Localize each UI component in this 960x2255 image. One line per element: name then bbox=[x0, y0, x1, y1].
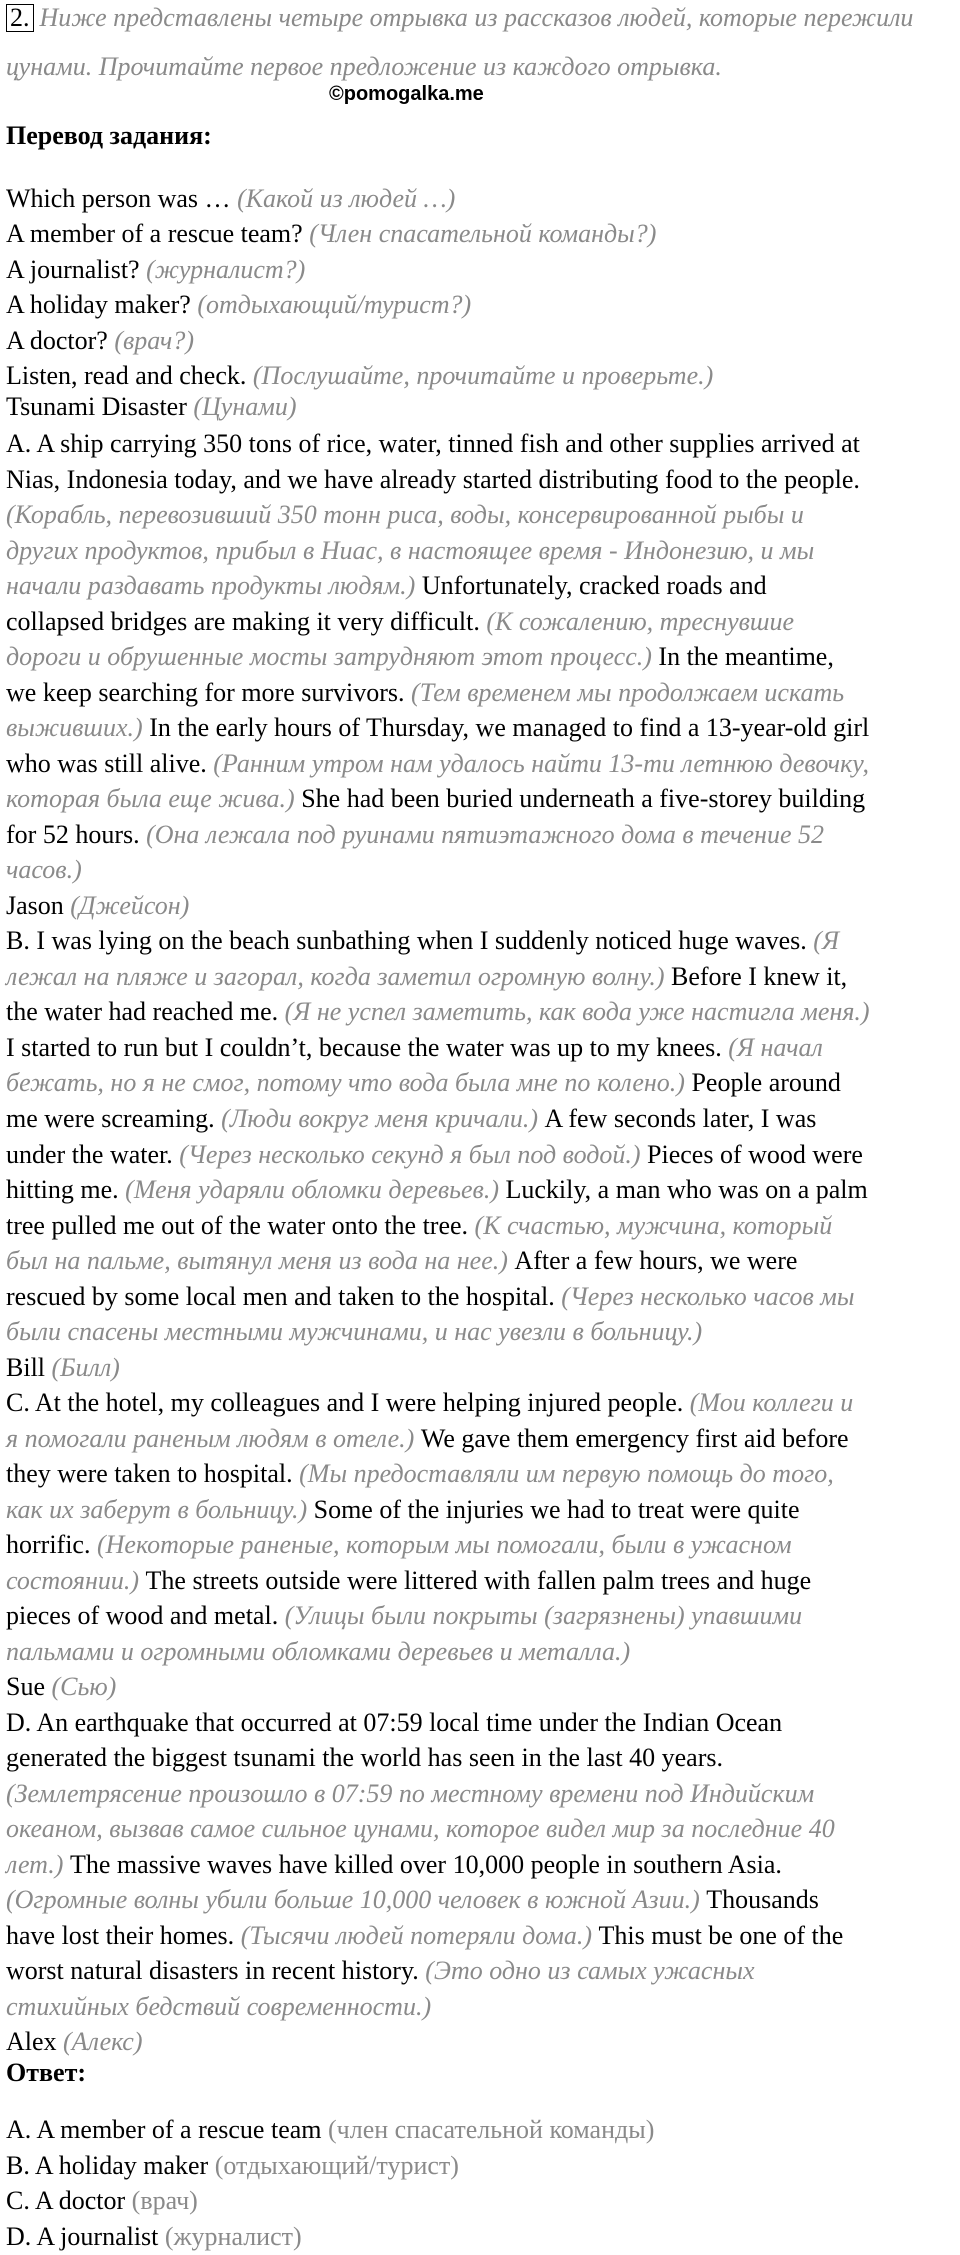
text-line bbox=[6, 1953, 755, 1989]
task-english: Which person was … bbox=[6, 183, 238, 213]
task-line bbox=[6, 181, 455, 217]
text-line bbox=[6, 497, 804, 533]
russian-translation: я помогали раненым людям в отеле.) bbox=[6, 1423, 421, 1453]
text-line bbox=[6, 923, 839, 959]
english-text: Alex bbox=[6, 2027, 64, 2057]
text-line bbox=[6, 959, 847, 995]
russian-translation: (Это одно из самых ужасных bbox=[425, 1956, 755, 1986]
text-line bbox=[6, 1030, 823, 1066]
english-text: for 52 hours. bbox=[6, 819, 147, 849]
text-line bbox=[6, 817, 824, 853]
text-line bbox=[6, 1385, 853, 1421]
text-line bbox=[6, 426, 860, 462]
russian-translation: начали раздавать продукты людям.) bbox=[6, 571, 422, 601]
russian-translation: (Люди вокруг меня кричали.) bbox=[221, 1103, 545, 1133]
translation-heading: Перевод задания: bbox=[6, 120, 212, 150]
answer-english: C. A doctor bbox=[6, 2186, 132, 2216]
answer-english: A. A member of a rescue team bbox=[6, 2115, 328, 2145]
english-text: collapsed bridges are making it very difficult. bbox=[6, 606, 487, 636]
english-text: have lost their homes. bbox=[6, 1920, 241, 1950]
russian-translation: которая была еще жива.) bbox=[6, 784, 302, 814]
text-line bbox=[6, 1598, 802, 1634]
russian-translation: (Мы предоставляли им первую помощь до того, bbox=[299, 1459, 834, 1489]
russian-translation: (Я bbox=[813, 926, 840, 956]
english-text: under the water. bbox=[6, 1139, 180, 1169]
russian-translation: океаном, вызвав самое сильное цунами, которое видел мир за последние 40 bbox=[6, 1814, 835, 1844]
russian-translation: стихийных бедствий современности.) bbox=[6, 1991, 432, 2021]
russian-translation: (Тем временем мы продолжаем искать bbox=[411, 677, 845, 707]
english-text: The massive waves have killed over 10,000 people in southern Asia. bbox=[69, 1849, 782, 1879]
article-title bbox=[6, 389, 297, 425]
russian-translation: выживших.) bbox=[6, 713, 150, 743]
text-line bbox=[6, 1989, 431, 2025]
english-text: tree pulled me out of the water onto the tree. bbox=[6, 1210, 475, 1240]
answer-heading: Ответ: bbox=[6, 2057, 87, 2087]
english-text: Luckily, a man who was on a palm bbox=[505, 1175, 868, 1205]
english-text: who was still alive. bbox=[6, 748, 214, 778]
text-line bbox=[6, 888, 189, 924]
text-line bbox=[6, 1456, 834, 1492]
english-text: People around bbox=[691, 1068, 841, 1098]
text-line bbox=[6, 746, 869, 782]
text-line bbox=[6, 675, 844, 711]
text-line bbox=[6, 1669, 116, 1705]
russian-translation: лежал на пляже и загорал, когда заметил огромную волну.) bbox=[6, 961, 672, 991]
text-line bbox=[6, 639, 834, 675]
russian-translation: (Я не успел заметить, как вода уже настигла меня.) bbox=[284, 997, 870, 1027]
russian-translation: (Улицы были покрыты (загрязнены) упавшими bbox=[284, 1601, 803, 1631]
text-line bbox=[6, 1492, 800, 1528]
english-text: rescued by some local men and taken to the hospital. bbox=[6, 1281, 562, 1311]
task-english: A member of a rescue team? bbox=[6, 219, 310, 249]
text-line bbox=[6, 1172, 868, 1208]
russian-translation: (Ранним утром нам удалось найти 13-ти летнюю девочку, bbox=[213, 748, 869, 778]
russian-translation: бежать, но я не смог, потому что вода была мне по колено.) bbox=[6, 1068, 692, 1098]
task-english: A doctor? bbox=[6, 325, 115, 355]
text-line bbox=[6, 1776, 814, 1812]
task-russian: (Послушайте, прочитайте и проверьте.) bbox=[252, 361, 714, 391]
english-text: Pieces of wood were bbox=[647, 1139, 863, 1169]
english-text: C. At the hotel, my colleagues and I were helping injured people. bbox=[6, 1388, 690, 1418]
russian-translation: (К счастью, мужчина, который bbox=[474, 1210, 833, 1240]
text-line bbox=[6, 710, 869, 746]
answer-line bbox=[6, 2219, 302, 2255]
russian-translation: часов.) bbox=[6, 855, 82, 885]
english-text: I started to run but I couldn’t, because the water was up to my knees. bbox=[6, 1032, 729, 1062]
russian-translation: (Меня ударяли обломки деревьев.) bbox=[125, 1175, 506, 1205]
answer-russian: (врач) bbox=[131, 2186, 198, 2216]
english-text: me were screaming. bbox=[6, 1103, 222, 1133]
task-russian: (журналист?) bbox=[146, 254, 306, 284]
english-text: pieces of wood and metal. bbox=[6, 1601, 285, 1631]
english-text: Sue bbox=[6, 1672, 52, 1702]
russian-translation: (Сью) bbox=[51, 1672, 117, 1702]
english-text: After a few hours, we were bbox=[514, 1246, 798, 1276]
english-text: Before I knew it, bbox=[671, 961, 848, 991]
english-text: Unfortunately, cracked roads and bbox=[421, 571, 767, 601]
russian-translation: (Я начал bbox=[728, 1032, 823, 1062]
english-text: The streets outside were littered with fallen palm trees and huge bbox=[145, 1565, 812, 1595]
task-english: A holiday maker? bbox=[6, 290, 198, 320]
russian-translation: (Она лежала под руинами пятиэтажного дома в течение 52 bbox=[146, 819, 824, 849]
title-russian: (Цунами) bbox=[193, 391, 297, 421]
text-line bbox=[6, 994, 870, 1030]
answer-english: B. A holiday maker bbox=[6, 2150, 215, 2180]
english-text: We gave them emergency first aid before bbox=[420, 1423, 849, 1453]
instruction-text: Ниже представлены четыре отрывка из рассказов людей, которые пережили bbox=[39, 3, 914, 32]
russian-translation: (Огромные волны убили больше 10,000 человек в южной Азии.) bbox=[6, 1885, 707, 1915]
russian-translation: (Билл) bbox=[51, 1352, 120, 1382]
russian-translation: (Мои коллеги и bbox=[689, 1388, 854, 1418]
english-text: the water had reached me. bbox=[6, 997, 285, 1027]
text-line bbox=[6, 781, 865, 817]
english-text: generated the biggest tsunami the world has seen in the last 40 years. bbox=[6, 1743, 723, 1773]
russian-translation: других продуктов, прибыл в Ниас, в настоящее время - Индонезию, и мы bbox=[6, 535, 815, 565]
english-text: Some of the injuries we had to treat were quite bbox=[313, 1494, 800, 1524]
russian-translation: был на пальме, вытянул меня из вода на нее.) bbox=[6, 1246, 515, 1276]
english-text: In the early hours of Thursday, we managed to find a 13-year-old girl bbox=[149, 713, 870, 743]
task-russian: (Какой из людей …) bbox=[237, 183, 456, 213]
russian-translation: дороги и обрушенные мосты затрудняют этот процесс.) bbox=[6, 642, 659, 672]
english-text: This must be one of the bbox=[598, 1920, 844, 1950]
english-text: hitting me. bbox=[6, 1175, 126, 1205]
russian-translation: (Алекс) bbox=[63, 2027, 143, 2057]
text-line bbox=[6, 1705, 782, 1741]
text-line bbox=[6, 1527, 792, 1563]
text-line bbox=[6, 852, 82, 888]
russian-translation: (Землетрясение произошло в 07:59 по местному времени под Индийским bbox=[6, 1778, 815, 1808]
task-russian: (врач?) bbox=[114, 325, 194, 355]
english-text: they were taken to hospital. bbox=[6, 1459, 300, 1489]
text-line bbox=[6, 1279, 854, 1315]
task-english: Listen, read and check. bbox=[6, 361, 253, 391]
text-line bbox=[6, 1350, 120, 1386]
text-line bbox=[6, 1208, 832, 1244]
instruction-text: цунами. Прочитайте первое предложение из каждого отрывка. bbox=[6, 51, 722, 81]
answer-russian: (отдыхающий/турист) bbox=[214, 2150, 459, 2180]
answer-line bbox=[6, 2148, 459, 2184]
english-text: A. A ship carrying 350 tons of rice, water, tinned fish and other supplies arrived at bbox=[6, 429, 860, 459]
english-text: horrific. bbox=[6, 1530, 97, 1560]
instruction-line-2 bbox=[6, 49, 722, 85]
instruction-line-1 bbox=[6, 0, 913, 36]
english-text: B. I was lying on the beach sunbathing when I suddenly noticed huge waves. bbox=[6, 926, 814, 956]
task-line bbox=[6, 252, 305, 288]
text-line bbox=[6, 1563, 811, 1599]
russian-translation: были спасены местными мужчинами, и нас увезли в больницу.) bbox=[6, 1317, 703, 1347]
english-text: Thousands bbox=[706, 1885, 819, 1915]
russian-translation: (Корабль, перевозивший 350 тонн риса, воды, консервированной рыбы и bbox=[6, 500, 804, 530]
english-text: She had been buried underneath a five-storey building bbox=[301, 784, 866, 814]
text-line bbox=[6, 1101, 816, 1137]
task-number: 2. bbox=[6, 4, 34, 32]
task-russian: (Член спасательной команды?) bbox=[309, 219, 657, 249]
english-text: Jason bbox=[6, 890, 71, 920]
answer-russian: (член спасательной команды) bbox=[328, 2115, 655, 2145]
task-line bbox=[6, 323, 194, 359]
task-english: A journalist? bbox=[6, 254, 147, 284]
english-text: Nias, Indonesia today, and we have already started distributing food to the people. bbox=[6, 464, 860, 494]
text-line bbox=[6, 1243, 797, 1279]
text-line bbox=[6, 1137, 863, 1173]
text-line bbox=[6, 1634, 630, 1670]
english-text: worst natural disasters in recent history. bbox=[6, 1956, 426, 1986]
russian-translation: состоянии.) bbox=[6, 1565, 146, 1595]
watermark: ©pomogalka.me bbox=[329, 83, 484, 106]
title-english: Tsunami Disaster bbox=[6, 391, 194, 421]
answer-line bbox=[6, 2112, 654, 2148]
russian-translation: (Через несколько часов мы bbox=[561, 1281, 855, 1311]
russian-translation: (Джейсон) bbox=[70, 890, 190, 920]
answer-russian: (журналист) bbox=[164, 2221, 302, 2251]
text-line bbox=[6, 1918, 843, 1954]
text-line bbox=[6, 1421, 849, 1457]
text-line bbox=[6, 1811, 835, 1847]
text-line bbox=[6, 533, 814, 569]
russian-translation: пальмами и огромными обломками деревьев и металла.) bbox=[6, 1636, 631, 1666]
english-text: Bill bbox=[6, 1352, 52, 1382]
text-line bbox=[6, 604, 794, 640]
russian-translation: (Некоторые раненые, которым мы помогали, были в ужасном bbox=[96, 1530, 792, 1560]
text-line bbox=[6, 1065, 841, 1101]
russian-translation: (К сожалению, треснувшие bbox=[486, 606, 795, 636]
english-text: In the meantime, bbox=[658, 642, 834, 672]
english-text: D. An earthquake that occurred at 07:59 local time under the Indian Ocean bbox=[6, 1707, 783, 1737]
text-line bbox=[6, 1882, 819, 1918]
russian-translation: лет.) bbox=[6, 1849, 70, 1879]
english-text: A few seconds later, I was bbox=[544, 1103, 817, 1133]
russian-translation: (Через несколько секунд я был под водой.) bbox=[179, 1139, 648, 1169]
text-line bbox=[6, 462, 860, 498]
task-line bbox=[6, 216, 656, 252]
task-russian: (отдыхающий/турист?) bbox=[197, 290, 472, 320]
text-line bbox=[6, 1847, 782, 1883]
answer-line bbox=[6, 2183, 198, 2219]
text-line bbox=[6, 1740, 723, 1776]
text-line bbox=[6, 2024, 142, 2060]
russian-translation: как их заберут в больницу.) bbox=[6, 1494, 314, 1524]
text-line bbox=[6, 1314, 702, 1350]
answer-english: D. A journalist bbox=[6, 2221, 165, 2251]
russian-translation: (Тысячи людей потеряли дома.) bbox=[240, 1920, 599, 1950]
text-line bbox=[6, 568, 767, 604]
english-text: we keep searching for more survivors. bbox=[6, 677, 412, 707]
task-line bbox=[6, 287, 471, 323]
